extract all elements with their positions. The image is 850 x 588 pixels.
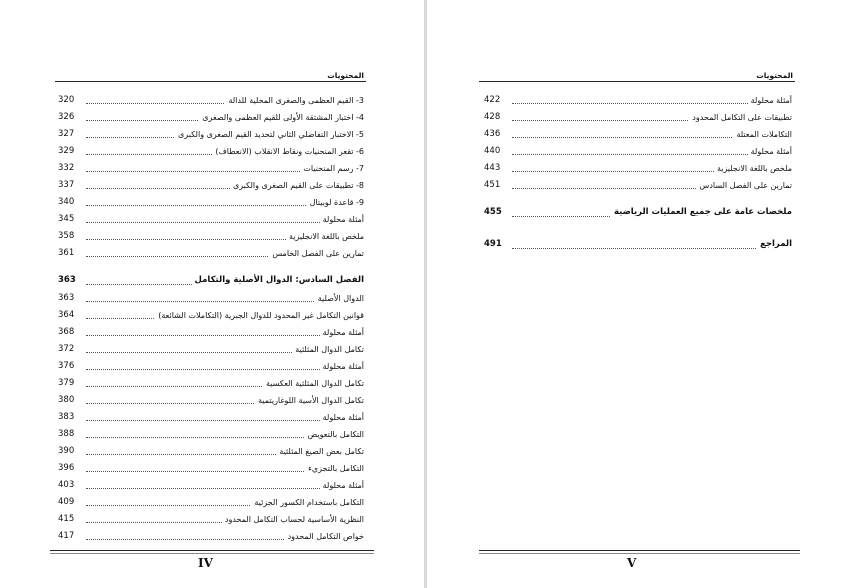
toc-chapter-entry — [484, 202, 792, 222]
header-rule — [479, 81, 795, 82]
toc-entry-page: 376 — [58, 361, 75, 371]
toc-entry — [58, 228, 364, 245]
toc-entry-title: أمثلة محلولة — [320, 358, 364, 375]
toc-entry — [58, 477, 364, 494]
toc-entry-title: خواص التكامل المحدود — [285, 528, 364, 545]
toc-entry-title: أمثلة محلولة — [748, 92, 792, 109]
toc-entry-page: 388 — [58, 429, 75, 439]
toc-entry-page: 380 — [58, 395, 75, 405]
toc-entry — [58, 528, 364, 545]
toc-entry — [58, 375, 364, 392]
toc-entry-page: 417 — [58, 531, 75, 541]
toc-entry — [58, 307, 364, 324]
toc-entry-title: أمثلة محلولة — [320, 477, 364, 494]
toc-entry-page: 345 — [58, 214, 75, 224]
toc-entry-page: 451 — [484, 180, 501, 190]
right-page — [427, 0, 850, 588]
toc-entry — [484, 177, 792, 194]
toc-chapter-entry — [58, 270, 364, 290]
toc-entry-title: الدوال الأصلية — [315, 290, 364, 307]
toc-entry-title: تمارين على الفصل الخامس — [269, 245, 364, 262]
toc-entry-page: 428 — [484, 112, 501, 122]
toc-entry-title: ملخص باللغة الانجليزية — [714, 160, 792, 177]
toc-entry-page: 396 — [58, 463, 75, 473]
toc-entry-title: قوانين التكامل غير المحدود للدوال الجبرية (التكاملات الشائعة) — [155, 307, 364, 324]
toc-entry — [58, 211, 364, 228]
toc-entry-page: 372 — [58, 344, 75, 354]
toc-entry — [58, 409, 364, 426]
toc-entry — [58, 460, 364, 477]
toc-entry-page: 383 — [58, 412, 75, 422]
toc-entry — [484, 143, 792, 160]
toc-entry — [58, 290, 364, 307]
toc-entry-page: 337 — [58, 180, 75, 190]
toc-entry — [58, 160, 364, 177]
left-page — [0, 0, 424, 588]
toc-entry-title: تكامل بعض الصيغ المثلثية — [276, 443, 364, 460]
toc-entry-title: 7- رسم المنحنيات — [300, 160, 364, 177]
toc-entry-page: 409 — [58, 497, 75, 507]
toc-entry — [58, 443, 364, 460]
toc-entry-page: 422 — [484, 95, 501, 105]
toc-entry-title: التكامل باستخدام الكسور الجزئية — [251, 494, 364, 511]
toc-entry-title: التكاملات المعتلة — [733, 126, 792, 143]
toc-entry-title: ملخصات عامة على جميع العمليات الرياضية — [611, 202, 792, 222]
running-head: المحتويات — [327, 71, 364, 80]
toc-entry-title: تكامل الدوال المثلثية — [292, 341, 364, 358]
header-rule — [55, 81, 366, 82]
toc-entry-title: تمارين على الفصل السادس — [697, 177, 792, 194]
toc-entry-page: 358 — [58, 231, 75, 241]
toc-entry — [58, 245, 364, 262]
toc-entry — [484, 109, 792, 126]
toc-entry-title: الفصل السادس: الدوال الأصلية والتكامل — [192, 270, 364, 290]
toc-entry-title: التكامل بالتعويض — [305, 426, 364, 443]
toc-entry-page: 327 — [58, 129, 75, 139]
footer-rule — [479, 550, 800, 551]
toc-entry-page: 363 — [58, 293, 75, 303]
toc-entry-page: 491 — [484, 239, 502, 249]
toc-entry-title: أمثلة محلولة — [320, 324, 364, 341]
toc-entry-page: 436 — [484, 129, 501, 139]
toc-entry-page: 329 — [58, 146, 75, 156]
toc-list — [58, 92, 364, 545]
toc-entry — [484, 92, 792, 109]
toc-entry-page: 363 — [58, 275, 76, 285]
toc-entry-title: أمثلة محلولة — [320, 211, 364, 228]
toc-entry-title: أمثلة محلولة — [748, 143, 792, 160]
toc-entry — [484, 160, 792, 177]
toc-entry-title: 8- تطبيقات على القيم الصغرى والكبرى — [230, 177, 364, 194]
toc-entry — [58, 392, 364, 409]
toc-entry — [58, 194, 364, 211]
toc-entry-title: 4- اختبار المشتقة الأولى للقيم العظمى والصغرى — [199, 109, 364, 126]
toc-entry — [58, 358, 364, 375]
toc-entry-title: المراجع — [757, 234, 792, 254]
toc-entry — [58, 341, 364, 358]
toc-entry-page: 368 — [58, 327, 75, 337]
toc-entry-page: 455 — [484, 207, 502, 217]
toc-entry-page: 340 — [58, 197, 75, 207]
toc-entry — [58, 511, 364, 528]
toc-entry-title: 5- الاختبار التفاضلي الثاني لتحديد القيم الصغرى والكبرى — [175, 126, 364, 143]
toc-entry-page: 390 — [58, 446, 75, 456]
toc-entry-title: النظرية الأساسية لحساب التكامل المحدود — [222, 511, 364, 528]
toc-entry-title: 9- قاعدة لوبيتال — [307, 194, 364, 211]
toc-entry-page: 332 — [58, 163, 75, 173]
footer-rule — [50, 550, 374, 551]
toc-entry-page: 361 — [58, 248, 75, 258]
toc-entry-title: تكامل الدوال الأسية اللوغاريتمية — [255, 392, 364, 409]
toc-entry — [58, 143, 364, 160]
toc-entry — [58, 109, 364, 126]
toc-entry-title: التكامل بالتجزيء — [305, 460, 364, 477]
toc-entry-page: 379 — [58, 378, 75, 388]
toc-entry — [58, 92, 364, 109]
toc-entry-title: ملخص باللغة الانجليزية — [286, 228, 364, 245]
toc-entry-title: تكامل الدوال المثلثية العكسية — [263, 375, 364, 392]
toc-entry-title: 3- القيم العظمى والصغرى المحلية للدالة — [225, 92, 364, 109]
toc-entry-page: 320 — [58, 95, 75, 105]
toc-entry-title: أمثلة محلولة — [320, 409, 364, 426]
toc-entry-title: 6- تقعر المنحنيات ونقاط الانقلاب (الانعطاف) — [212, 143, 364, 160]
toc-entry-page: 440 — [484, 146, 501, 156]
footer-rule-thin — [50, 553, 374, 554]
toc-entry — [484, 126, 792, 143]
toc-entry — [58, 177, 364, 194]
toc-entry-title: تطبيقات على التكامل المحدود — [689, 109, 792, 126]
toc-entry — [58, 494, 364, 511]
dot-leader — [512, 248, 792, 249]
toc-entry-page: 415 — [58, 514, 75, 524]
running-head: المحتويات — [756, 71, 793, 80]
toc-chapter-entry — [484, 234, 792, 254]
toc-entry-page: 403 — [58, 480, 75, 490]
page-number: V — [627, 556, 637, 570]
toc-entry-page: 443 — [484, 163, 501, 173]
footer-rule-thin — [479, 553, 800, 554]
toc-list — [484, 92, 792, 254]
toc-entry-page: 364 — [58, 310, 75, 320]
toc-entry — [58, 126, 364, 143]
toc-entry-page: 326 — [58, 112, 75, 122]
toc-entry — [58, 324, 364, 341]
toc-entry — [58, 426, 364, 443]
page-number: IV — [198, 556, 213, 570]
